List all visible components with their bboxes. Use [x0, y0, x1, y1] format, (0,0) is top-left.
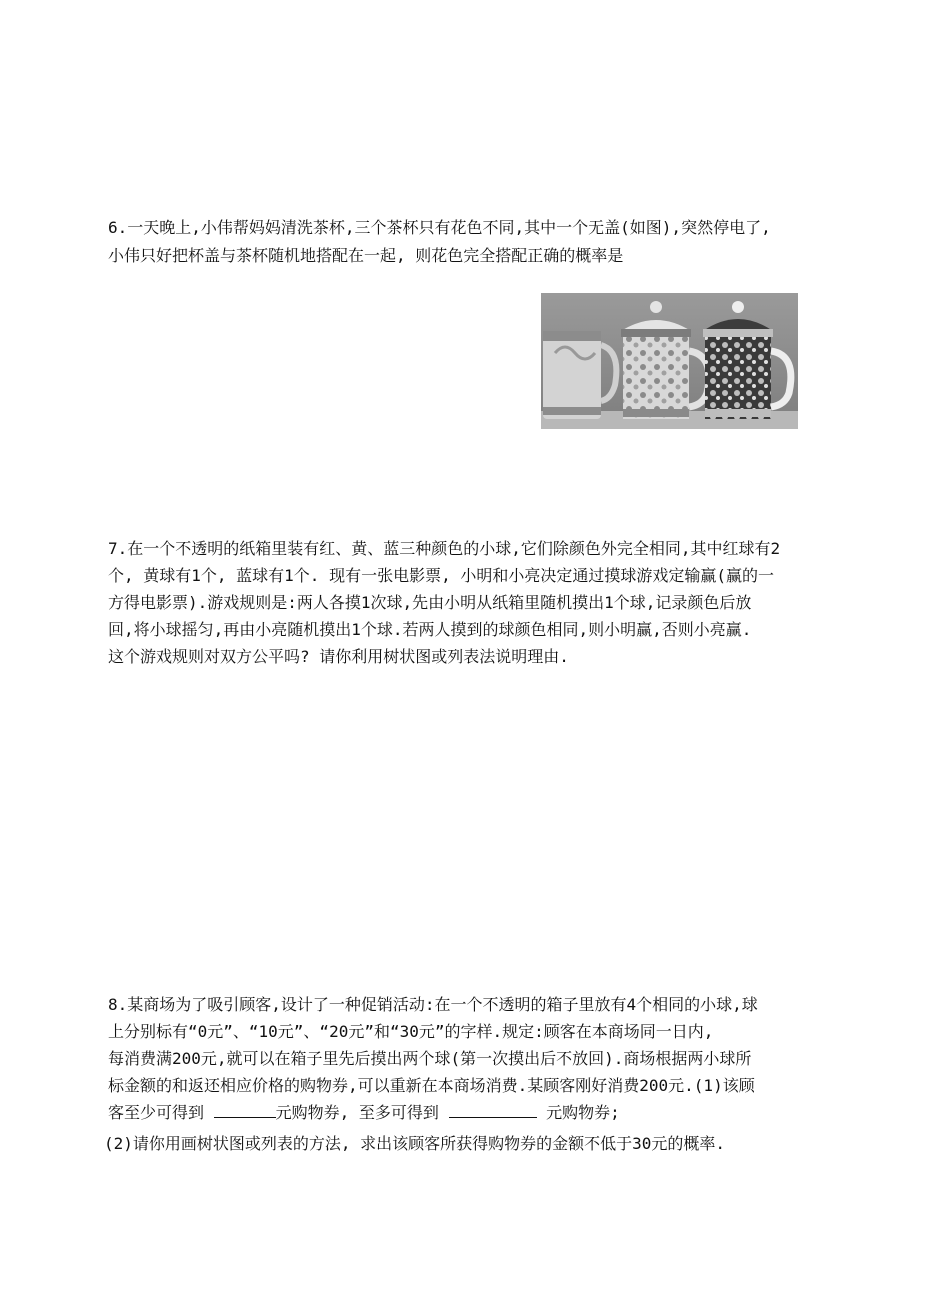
q8-line-3: 每消费满200元,就可以在箱子里先后摸出两个球(第一次摸出后不放回).商场根据两小球所 [108, 1049, 752, 1068]
q7-line-3: 方得电影票).游戏规则是:两人各摸1次球,先由小明从纸箱里随机摸出1个球,记录颜色后放 [108, 593, 752, 612]
min-voucher-blank[interactable] [214, 1103, 276, 1118]
q8-line-4: 标金额的和返还相应价格的购物券,可以重新在本商场消费.某顾客刚好消费200元.(1)该顾 [108, 1076, 755, 1095]
max-voucher-blank[interactable] [449, 1103, 537, 1118]
q8-line-2: 上分别标有“0元”、“10元”、“20元”和“30元”的字样.规定:顾客在本商场同一日内, [108, 1022, 714, 1041]
q6-line-2: 小伟只好把杯盖与茶杯随机地搭配在一起, 则花色完全搭配正确的概率是 [108, 246, 624, 265]
q8-line-1: 8.某商场为了吸引顾客,设计了一种促销活动:在一个不透明的箱子里放有4个相同的小球,球 [108, 995, 758, 1014]
q7-line-5: 这个游戏规则对双方公平吗? 请你利用树状图或列表法说明理由. [108, 647, 569, 666]
q8-line-5-part-a: 客至少可得到 [108, 1103, 214, 1122]
q7-line-1: 7.在一个不透明的纸箱里装有红、黄、蓝三种颜色的小球,它们除颜色外完全相同,其中红球有2 [108, 539, 781, 558]
q7-line-2: 个, 黄球有1个, 蓝球有1个. 现有一张电影票, 小明和小亮决定通过摸球游戏定输赢(赢的一 [108, 566, 774, 585]
q8-line-5-part-b: 元购物券, 至多可得到 [275, 1103, 449, 1122]
q8-line-5-part-c: 元购物券; [536, 1103, 620, 1122]
q6-line-1: 6.一天晚上,小伟帮妈妈清洗茶杯,三个茶杯只有花色不同,其中一个无盖(如图),突然停电了, [108, 218, 771, 237]
q7-line-4: 回,将小球摇匀,再由小亮随机摸出1个球.若两人摸到的球颜色相同,则小明赢,否则小亮赢. [108, 620, 752, 639]
q8-line-5 [108, 1103, 868, 1123]
tea-cups-photo [541, 293, 798, 429]
q8-line-6: (2)请你用画树状图或列表的方法, 求出该顾客所获得购物券的金额不低于30元的概率. [104, 1134, 726, 1153]
